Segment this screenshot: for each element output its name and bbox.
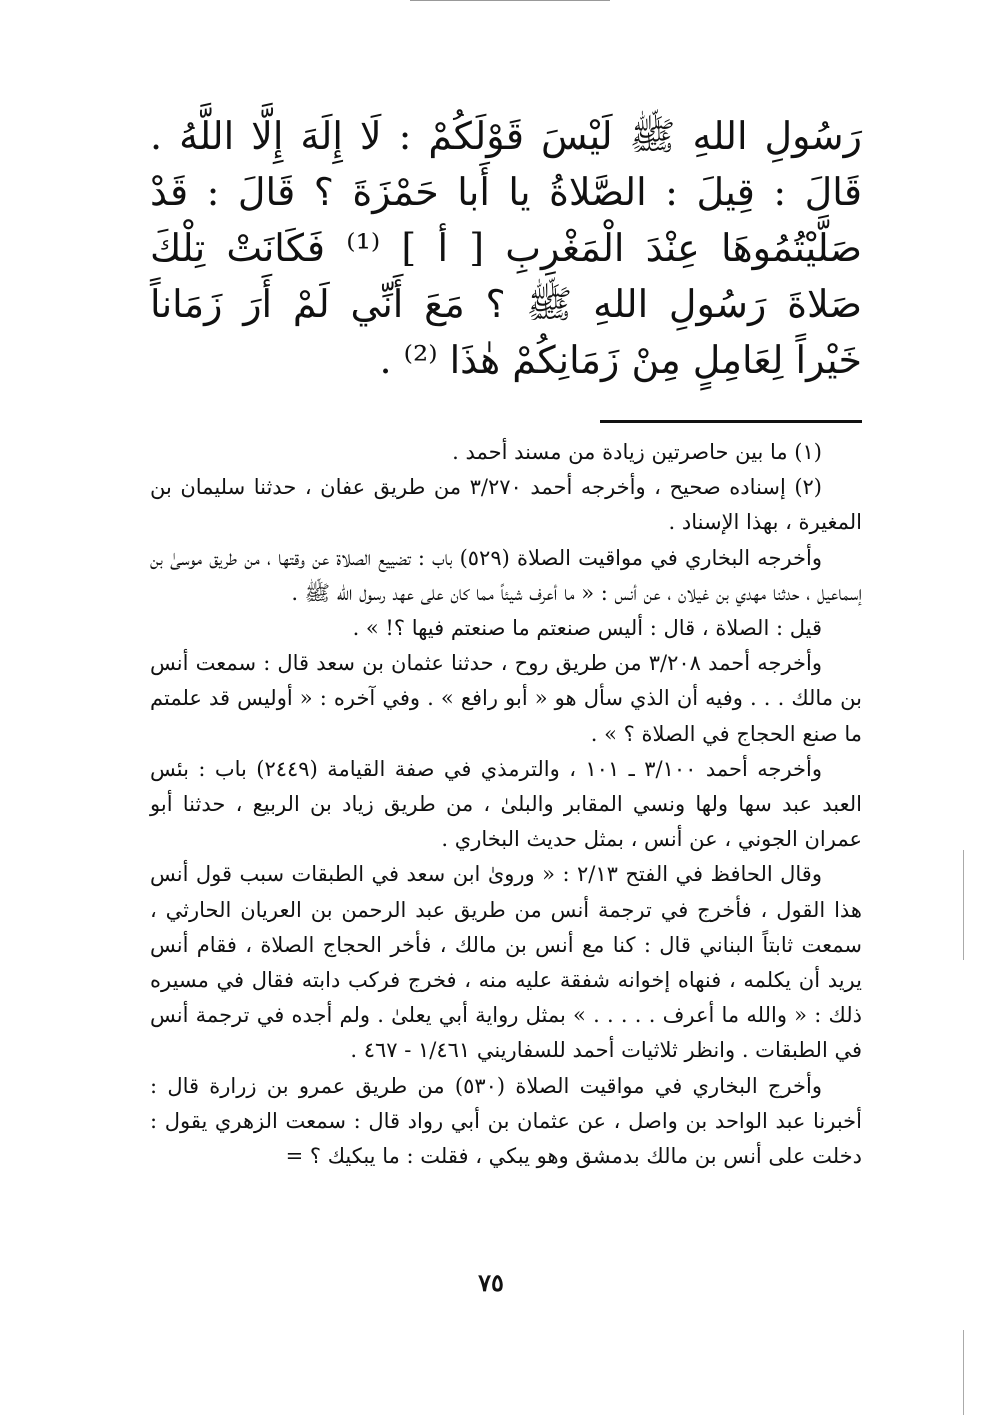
footnote-paragraph: وأخرجه أحمد ٣/٢٠٨ من طريق روح ، حدثنا عثمان بن سعد قال : سمعت أنس بن مالك . . . وفيه أن الذي سأل هو « أبو رافع » . وفي آخره : « أوليس قد علمتم ما صنع الحجاج في الصلاة ؟ » . bbox=[150, 651, 862, 746]
footnote-paragraph: وأخرج البخاري في مواقيت الصلاة (٥٣٠) من طريق عمرو بن زرارة قال : أخبرنا عبد الواحد بن واصل ، عن عثمان بن أبي رواد قال : سمعت الزهري يقول : دخلت على أنس بن مالك بدمشق وهو يبكي ، فقلت : ما يبكيك ؟ = bbox=[150, 1073, 862, 1169]
scan-edge-mark bbox=[963, 850, 964, 960]
footnotes bbox=[150, 435, 862, 1174]
footnote-1: (١) ما بين حاصرتين زيادة من مسند أحمد . bbox=[452, 440, 822, 464]
footnote-separator bbox=[600, 420, 862, 423]
footnote-paragraph: قيل : الصلاة ، قال : أليس صنعتم ما صنعتم فيها ؟! » . bbox=[352, 616, 822, 641]
top-edge-line bbox=[410, 0, 610, 1]
page-number: ٧٥ bbox=[478, 1268, 504, 1297]
footnote-paragraph: وقال الحافظ في الفتح ٢/١٣ : « وروىٰ ابن سعد في الطبقات سبب قول أنس هذا القول ، فأخرج في ترجمة أنس من طريق عبد الرحمن بن العريان الحارثي ، سمعت ثابتاً البناني قال : كنا مع أنس بن مالك ، فأخر الحجاج الصلاة ، فقام أنس يريد أن يكلمه ، فنهاه إخوانه شفقة عليه منه ، فخرج فركب دابته فقال في مسيره ذلك : « والله ما أعرف . . . . . » بمثل رواية أبي يعلىٰ . ولم أجده في ترجمة أنس في الطبقات . وانظر ثلاثيات أحمد للسفاريني ١/٤٦١ - ٤٦٧ . bbox=[150, 862, 862, 1063]
main-text: رَسُولِ اللهِ ﷺ لَيْسَ قَوْلَكُمْ : لَا إِلَهَ إِلَّا اللَّهُ . قَالَ : قِيلَ : الصَّلاةُ يا أَبا حَمْزَةَ ؟ قَالَ : قَدْ صَلَّيْتُمُوهَا عِنْدَ الْمَغْرِبِ [ أ ] ⁽¹⁾ فَكَانَتْ تِلْكَ صَلاةَ رَسُولِ اللهِ ﷺ ؟ مَعَ أَنِّي لَمْ أَرَ زَمَاناً خَيْراً لِعَامِلٍ مِنْ زَمَانِكُمْ هٰذَا ⁽²⁾ . bbox=[150, 114, 862, 382]
page-body bbox=[150, 108, 862, 1174]
scan-edge-mark bbox=[963, 1330, 964, 1415]
footnote-paragraph: وأخرجه البخاري في مواقيت الصلاة (٥٢٩) باب : تضييع الصلاة عن وقتها ، من طريق موسىٰ بن إسماعيل ، حدثنا مهدي بن غيلان ، عن أنس : « ما أعرف شيئاً مما كان على عهد رسول الله ﷺ . bbox=[150, 545, 862, 605]
footnote-paragraph: وأخرجه أحمد ٣/١٠٠ ـ ١٠١ ، والترمذي في صفة القيامة (٢٤٤٩) باب : بئس العبد عبد سها ولها ونسي المقابر والبلىٰ ، من طريق زياد بن الربيع ، حدثنا أبو عمران الجوني ، عن أنس ، بمثل حديث البخاري . bbox=[150, 756, 862, 852]
footnote-2: (٢) إسناده صحيح ، وأخرجه أحمد ٣/٢٧٠ من طريق عفان ، حدثنا سليمان بن المغيرة ، بهذا الإسناد . bbox=[150, 475, 862, 535]
